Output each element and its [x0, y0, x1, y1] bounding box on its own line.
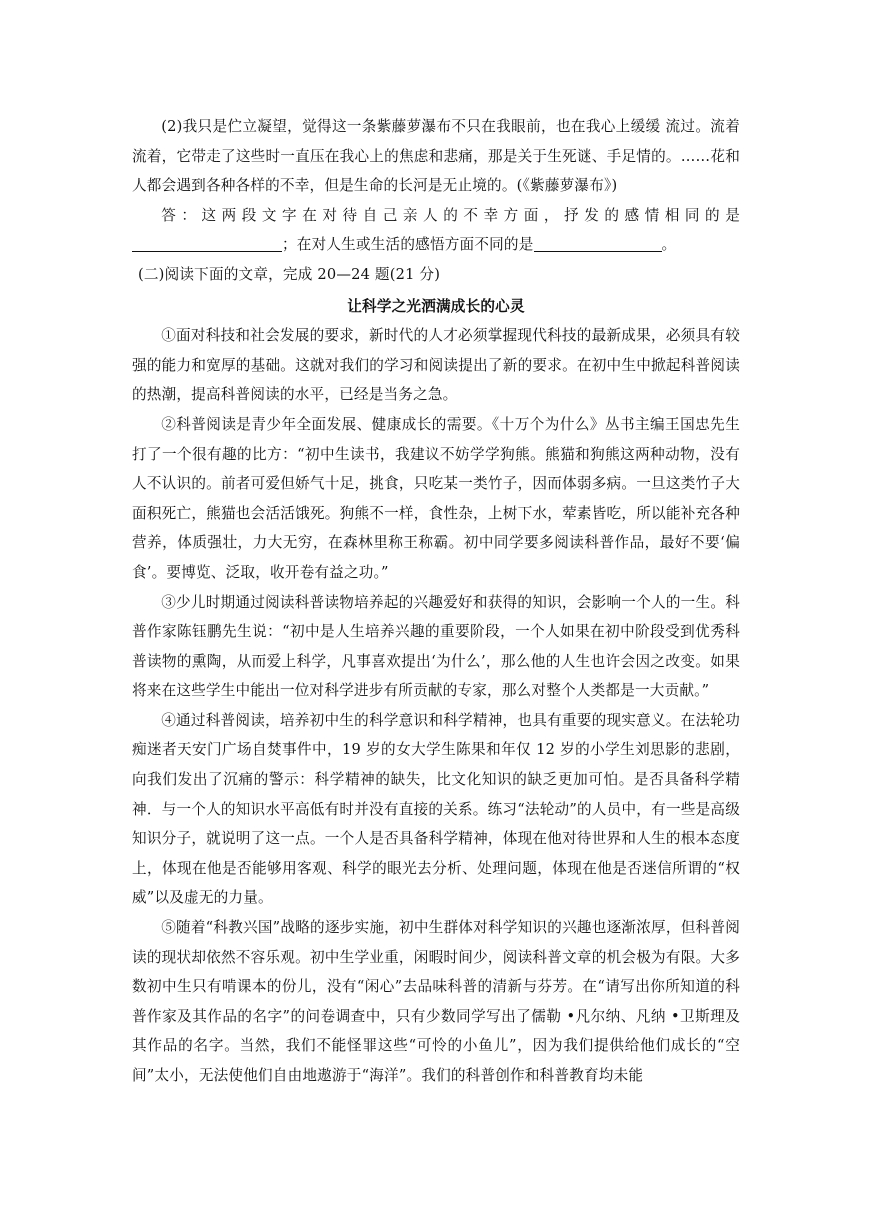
- answer-text-3: 。: [661, 236, 677, 254]
- article-paragraph-1: ①面对科技和社会发展的要求，新时代的人才必须掌握现代科技的最新成果，必须具有较强的能力和宽厚的基础。这就对我们的学习和阅读提出了新的要求。在初中生中掀起科普阅读的热潮，提高科普阅读的水平，已经是当务之急。: [132, 327, 740, 404]
- answer-blank-1[interactable]: [132, 235, 282, 252]
- document-body: [132, 112, 740, 1091]
- section-heading: (二)阅读下面的文章，完成 20—24 题(21 分): [138, 265, 441, 283]
- article-paragraph-3: ③少儿时期通过阅读科普读物培养起的兴趣爱好和获得的知识，会影响一个人的一生。科普作家陈钰鹏先生说：“初中是人生培养兴趣的重要阶段，一个人如果在初中阶段受到优秀科普读物的熏陶，从而爱上科学，凡事喜欢提出‘为什么’，那么他的人生也许会因之改变。如果将来在这些学生中能出一位对科学进步有所贡献的专家，那么对整个人类都是一大贡献。”: [132, 593, 740, 700]
- article-paragraph-4: ④通过科普阅读，培养初中生的科学意识和科学精神，也具有重要的现实意义。在法轮功痴迷者天安门广场自焚事件中，19 岁的女大学生陈果和年仅 12 岁的小学生刘思影的悲剧，向我们发出了沉痛的警示：科学精神的缺失，比文化知识的缺乏更加可怕。是否具备科学精神．与一个人的知识水平高低有时并没有直接的关系。练习“法轮动”的人员中，有一些是高级知识分子，就说明了这一点。一个人是否具备科学精神，体现在他对待世界和人生的根本态度上，体现在他是否能够用客观、科学的眼光去分析、处理问题，体现在他是否迷信所谓的“权威”以及虚无的力量。: [132, 711, 740, 907]
- answer-line: [132, 201, 740, 260]
- answer-text-1: 答：这两段文字在对待自己亲人的不幸方面，抒发的感情相同的是: [161, 206, 740, 224]
- quote-paragraph: (2)我只是伫立凝望，觉得这一条紫藤萝瀑布不只在我眼前，也在我心上缓缓 流过。流着流着，它带走了这些时一直压在我心上的焦虑和悲痛，那是关于生死谜、手足情的。……花和人都会遇到各种各样的不幸，但是生命的长河是无止境的。(《紫藤萝瀑布》): [132, 118, 740, 195]
- article-title: 让科学之光洒满成长的心灵: [347, 297, 525, 315]
- answer-blank-2[interactable]: [534, 235, 662, 252]
- article-paragraph-5: ⑤随着“科教兴国”战略的逐步实施，初中生群体对科学知识的兴趣也逐渐浓厚，但科普阅读的现状却依然不容乐观。初中生学业重，闲暇时间少，阅读科普文章的机会极为有限。大多数初中生只有啃课本的份儿，没有“闲心”去品味科普的清新与芬芳。在“请写出你所知道的科普作家及其作品的名字”的问卷调查中，只有少数同学写出了儒勒 •凡尔纳、凡纳 •卫斯理及其作品的名字。当然，我们不能怪罪这些“可怜的小鱼儿”，因为我们提供给他们成长的“空间”太小，无法使他们自由地遨游于“海洋”。我们的科普创作和科普教育均未能: [132, 919, 740, 1084]
- article-paragraph-2: ②科普阅读是青少年全面发展、健康成长的需要。《十万个为什么》丛书主编王国忠先生打了一个很有趣的比方：“初中生读书，我建议不妨学学狗熊。熊猫和狗熊这两种动物，没有人不认识的。前者可爱但娇气十足，挑食，只吃某一类竹子，因而体弱多病。一旦这类竹子大面积死亡，熊猫也会活活饿死。狗熊不一样，食性杂，上树下水，荤素皆吃，所以能补充各种营养，体质强壮，力大无穷，在森林里称王称霸。初中同学要多阅读科普作品，最好不要‘偏食’。要博览、泛取，收开卷有益之功。”: [132, 415, 740, 581]
- answer-text-2: ；在对人生或生活的感悟方面不同的是: [282, 236, 534, 254]
